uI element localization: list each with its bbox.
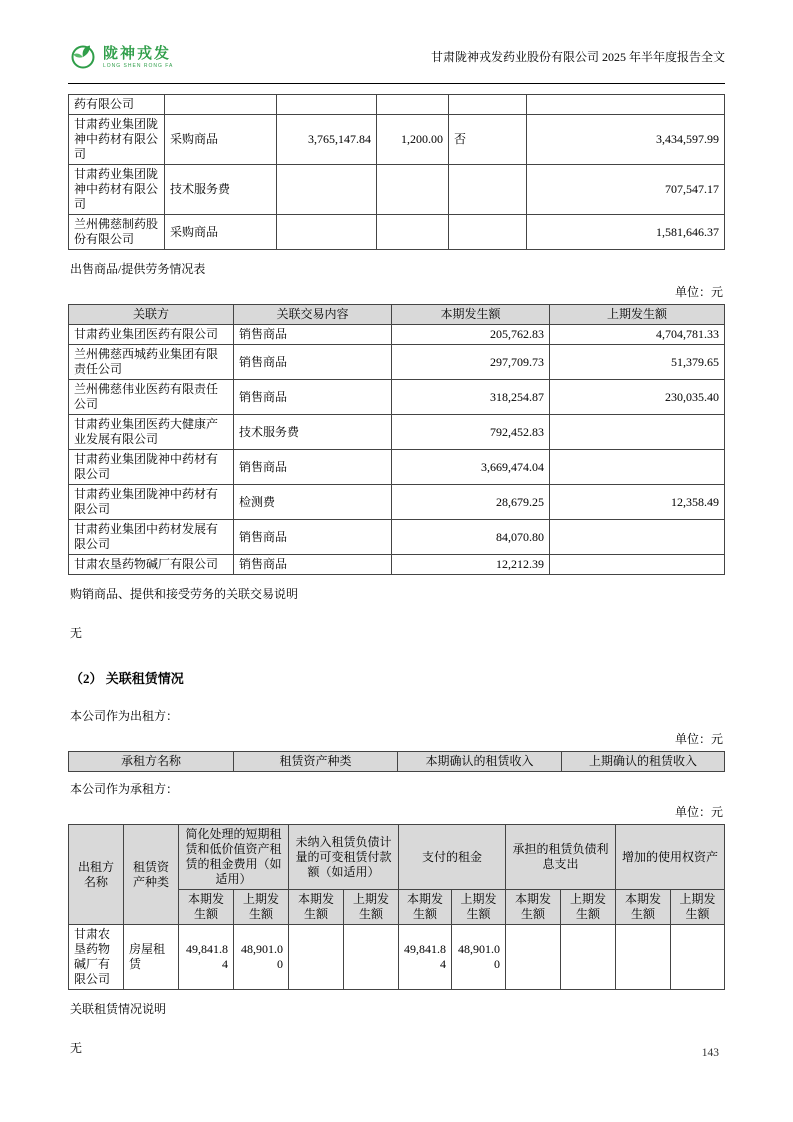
lessor-table	[68, 751, 725, 772]
table-cell	[289, 925, 344, 990]
page-number: 143	[701, 1046, 719, 1059]
table-cell: 甘肃药业集团医药有限公司	[69, 325, 234, 345]
column-header: 出租方名称	[69, 825, 124, 925]
unit-label: 单位：元	[674, 805, 723, 820]
table-cell: 3,765,147.84	[277, 115, 377, 165]
column-group-header: 增加的使用权资产	[616, 825, 725, 890]
table-header-row	[69, 305, 725, 325]
table-cell: 1,581,646.37	[527, 215, 725, 250]
lease-note-title: 关联租赁情况说明	[70, 1002, 167, 1017]
table-cell: 48,901.00	[452, 925, 506, 990]
table-cell	[277, 95, 377, 115]
column-subheader: 本期发生额	[399, 890, 452, 925]
table-cell	[616, 925, 671, 990]
table-cell: 792,452.83	[392, 415, 550, 450]
table-cell: 销售商品	[234, 520, 392, 555]
table-row	[69, 485, 725, 520]
column-subheader: 上期发生额	[671, 890, 725, 925]
column-subheader: 上期发生额	[234, 890, 289, 925]
table-cell	[449, 215, 527, 250]
table-cell: 销售商品	[234, 450, 392, 485]
column-group-header: 未纳入租赁负债计量的可变租赁付款额（如适用）	[289, 825, 399, 890]
table-cell: 甘肃农垦药物碱厂有限公司	[69, 925, 124, 990]
table-cell: 297,709.73	[392, 345, 550, 380]
company-logo-icon	[68, 40, 98, 74]
table-row	[69, 380, 725, 415]
table-cell: 28,679.25	[392, 485, 550, 520]
lessor-label: 本公司作为出租方：	[70, 709, 179, 724]
table-cell: 销售商品	[234, 345, 392, 380]
column-header: 关联方	[69, 305, 234, 325]
table-cell	[377, 95, 449, 115]
table-cell: 4,704,781.33	[550, 325, 725, 345]
section-heading: （2） 关联租赁情况	[70, 671, 184, 686]
table-cell: 甘肃药业集团陇神中药材有限公司	[69, 485, 234, 520]
table-cell: 48,901.00	[234, 925, 289, 990]
column-subheader: 上期发生额	[452, 890, 506, 925]
column-header: 租赁资产种类	[124, 825, 179, 925]
company-logo-name: 陇神戎发	[103, 44, 172, 62]
table-cell: 甘肃药业集团陇神中药材有限公司	[69, 450, 234, 485]
table-cell	[449, 95, 527, 115]
table-cell: 1,200.00	[377, 115, 449, 165]
table-row	[69, 450, 725, 485]
table-cell	[671, 925, 725, 990]
table-cell: 检测费	[234, 485, 392, 520]
purchase-table	[68, 94, 725, 250]
table-row	[69, 520, 725, 555]
unit-label: 单位：元	[674, 732, 723, 747]
column-subheader: 本期发生额	[506, 890, 561, 925]
table-cell: 51,379.65	[550, 345, 725, 380]
table-cell	[277, 165, 377, 215]
table-cell: 药有限公司	[69, 95, 165, 115]
table-cell	[527, 95, 725, 115]
table-row	[69, 345, 725, 380]
column-header: 上期发生额	[550, 305, 725, 325]
table-cell: 销售商品	[234, 325, 392, 345]
table-cell: 否	[449, 115, 527, 165]
sales-table	[68, 304, 725, 575]
table-cell	[550, 450, 725, 485]
table-cell	[277, 215, 377, 250]
table-cell: 采购商品	[165, 115, 277, 165]
column-header: 租赁资产种类	[234, 752, 398, 772]
table-row	[69, 165, 725, 215]
table-cell: 房屋租赁	[124, 925, 179, 990]
table-cell: 3,434,597.99	[527, 115, 725, 165]
sales-table-caption: 出售商品/提供劳务情况表	[70, 262, 206, 276]
table-cell: 甘肃药业集团陇神中药材有限公司	[69, 165, 165, 215]
table-row	[69, 925, 725, 990]
table-row	[69, 215, 725, 250]
column-header: 上期确认的租赁收入	[562, 752, 725, 772]
table-cell: 甘肃药业集团中药材发展有限公司	[69, 520, 234, 555]
table-cell	[550, 520, 725, 555]
unit-label: 单位：元	[674, 285, 723, 299]
column-subheader: 上期发生额	[344, 890, 399, 925]
table-row	[69, 555, 725, 575]
table-cell: 84,070.80	[392, 520, 550, 555]
table-cell: 49,841.84	[179, 925, 234, 990]
table-cell: 12,358.49	[550, 485, 725, 520]
table-cell: 230,035.40	[550, 380, 725, 415]
table-cell: 707,547.17	[527, 165, 725, 215]
lessee-table	[68, 824, 725, 990]
table-row	[69, 115, 725, 165]
table-cell: 销售商品	[234, 380, 392, 415]
table-header-row	[69, 825, 725, 890]
table-cell: 采购商品	[165, 215, 277, 250]
company-logo	[68, 40, 173, 74]
table-cell: 兰州佛慈伟业医药有限责任公司	[69, 380, 234, 415]
table-cell: 甘肃农垦药物碱厂有限公司	[69, 555, 234, 575]
company-logo-subtitle: LONG SHEN RONG FA	[103, 63, 174, 70]
table-cell: 甘肃药业集团医药大健康产业发展有限公司	[69, 415, 234, 450]
column-subheader: 上期发生额	[561, 890, 616, 925]
column-group-header: 支付的租金	[399, 825, 506, 890]
page-header	[68, 0, 725, 84]
column-subheader: 本期发生额	[616, 890, 671, 925]
column-group-header: 承担的租赁负债利息支出	[506, 825, 616, 890]
column-header: 承租方名称	[69, 752, 234, 772]
table-cell	[506, 925, 561, 990]
trade-note-title: 购销商品、提供和接受劳务的关联交易说明	[70, 587, 299, 601]
table-row	[69, 415, 725, 450]
table-cell	[561, 925, 616, 990]
table-cell: 销售商品	[234, 555, 392, 575]
table-cell	[344, 925, 399, 990]
table-cell	[377, 165, 449, 215]
table-cell: 3,669,474.04	[392, 450, 550, 485]
table-cell: 兰州佛慈西城药业集团有限责任公司	[69, 345, 234, 380]
table-cell	[165, 95, 277, 115]
table-cell	[449, 165, 527, 215]
report-title: 甘肃陇神戎发药业股份有限公司 2025 年半年度报告全文	[430, 49, 725, 64]
column-subheader: 本期发生额	[179, 890, 234, 925]
table-row	[69, 325, 725, 345]
table-cell: 205,762.83	[392, 325, 550, 345]
lease-note-body: 无	[70, 1041, 83, 1056]
column-subheader: 本期发生额	[289, 890, 344, 925]
column-header: 本期发生额	[392, 305, 550, 325]
table-cell: 12,212.39	[392, 555, 550, 575]
table-cell: 49,841.84	[399, 925, 452, 990]
table-cell: 318,254.87	[392, 380, 550, 415]
table-header-row	[69, 752, 725, 772]
table-cell: 兰州佛慈制药股份有限公司	[69, 215, 165, 250]
table-cell	[377, 215, 449, 250]
table-cell: 技术服务费	[234, 415, 392, 450]
column-header: 本期确认的租赁收入	[398, 752, 562, 772]
table-cell	[550, 555, 725, 575]
table-row	[69, 95, 725, 115]
column-group-header: 简化处理的短期租赁和低价值资产租赁的租金费用（如适用）	[179, 825, 289, 890]
trade-note-body: 无	[70, 626, 83, 640]
table-cell: 甘肃药业集团陇神中药材有限公司	[69, 115, 165, 165]
lessee-label: 本公司作为承租方：	[70, 782, 179, 797]
table-cell	[550, 415, 725, 450]
column-header: 关联交易内容	[234, 305, 392, 325]
table-cell: 技术服务费	[165, 165, 277, 215]
